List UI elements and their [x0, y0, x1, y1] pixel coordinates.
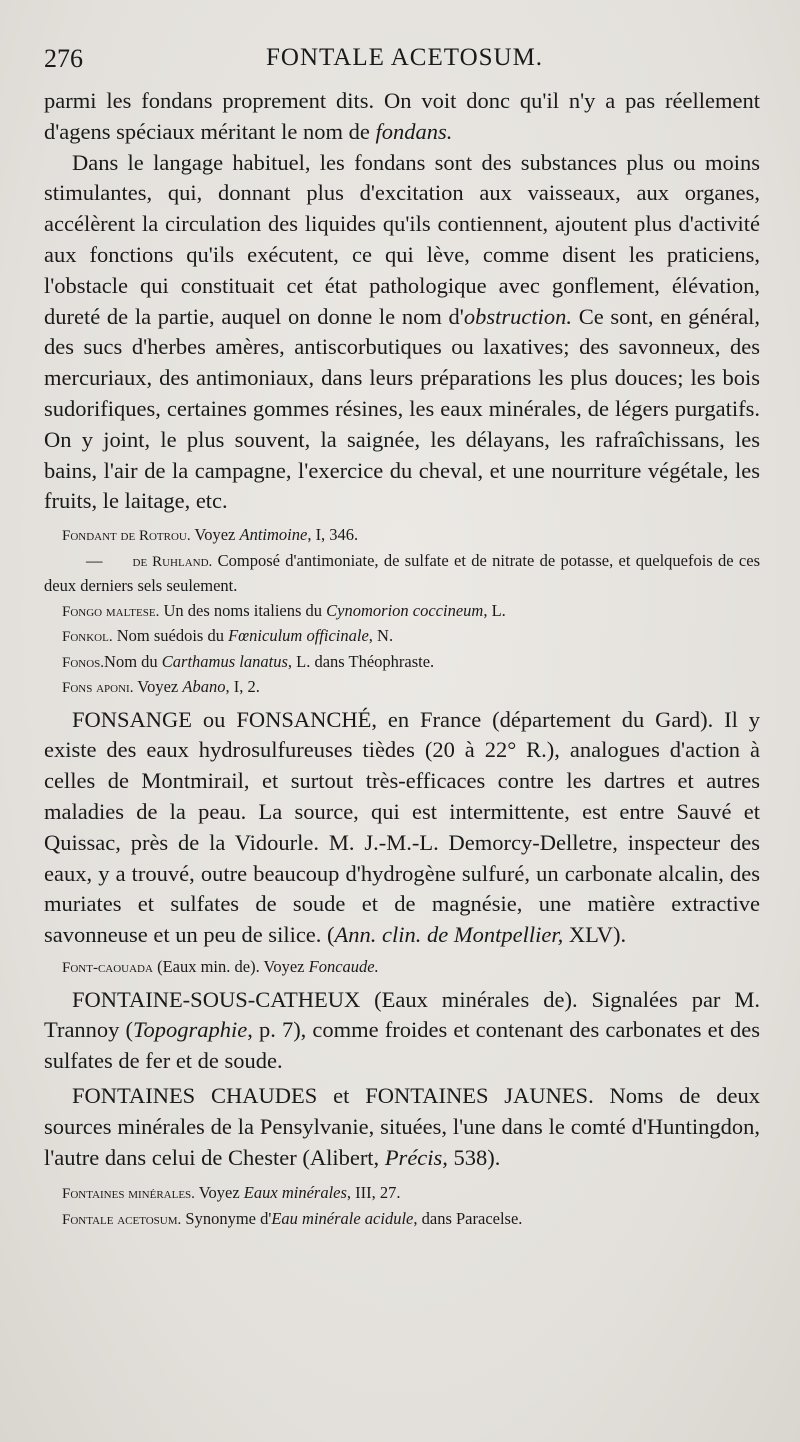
minor-entries-1	[44, 523, 760, 701]
entry-fontaine-sous-catheux: FONTAINE-SOUS-CATHEUX (Eaux minérales de). Signalées par M. Trannoy (Topographie, p. 7), comme froides et contenant des carbonates et des sulfates de fer et de soude.	[44, 986, 760, 1074]
page-header	[44, 44, 760, 86]
entry-fons-aponi: Fons aponi. Voyez Abano, I, 2.	[62, 677, 260, 697]
entry-font-caouada: Font-caouada (Eaux min. de). Voyez Foncaude.	[62, 957, 379, 977]
entry-fondant-de-rotrou: Fondant de Rotrou. Voyez Antimoine, I, 346.	[62, 525, 359, 545]
entry-fonsange: FONSANGE ou FONSANCHÉ, en France (département du Gard). Il y existe des eaux hydrosulfureuses tièdes (20 à 22° R.), analogues d'action à celles de Montmirail, et surtout très-efficaces contre les dartres et autres maladies de la peau. La source, qui est intermittente, est entre Sauvé et Quissac, près de la Vidourle. M. J.-M.-L. Demorcy-Delletre, inspecteur des eaux, y a trouvé, outre beaucoup d'hydrogène sulfuré, un carbonate alcalin, des muriates et sulfates de soude et de magnésie, une matière extractive savonneuse et un peu de silice. (Ann. clin. de Montpellier, XLV).	[44, 706, 760, 948]
paragraph-fondans-usage: Dans le langage habituel, les fondans sont des substances plus ou moins stimulantes, qui, donnant plus d'excitation aux vaisseaux, aux organes, accélèrent la circulation des liquides qu'ils contiennent, ajoutent plus d'activité aux fonctions qu'ils exécutent, ce qui lève, comme disent les praticiens, l'obstacle qui constituait cet état pathologique avec gonflement, élévation, dureté de la partie, auquel on donne le nom d'obstruction. Ce sont, en général, des sucs d'herbes amères, antiscorbutiques ou laxatives; des savonneux, des mercuriaux, des antimoniaux, dans leurs préparations les plus douces; les bois sudorifiques, certaines gommes résines, les eaux minérales, de légers purgatifs. On y joint, le plus souvent, la saignée, les délayans, les rafraîchissans, les bains, l'air de la campagne, l'exercice du cheval, et une nourriture végétale, les fruits, le laitage, etc.	[44, 149, 760, 514]
page-number: 276	[44, 44, 83, 73]
paragraph-fondans-end: parmi les fondans proprement dits. On voit donc qu'il n'y a pas réellement d'agens spéciaux méritant le nom de fondans.	[44, 88, 760, 144]
running-title: FONTALE ACETOSUM.	[266, 44, 544, 71]
entry-fontaines-chaudes: FONTAINES CHAUDES et FONTAINES JAUNES. Noms de deux sources minérales de la Pensylvanie, situées, l'une dans le comté d'Huntingdon, l'autre dans celui de Chester (Alibert, Précis, 538).	[44, 1082, 760, 1170]
minor-entries-2	[44, 1181, 760, 1232]
entry-fonos: Fonos.Nom du Carthamus lanatus, L. dans Théophraste.	[62, 651, 435, 671]
entry-fontale-acetosum: Fontale acetosum. Synonyme d'Eau minérale acidule, dans Paracelse.	[62, 1208, 523, 1228]
entry-fontaines-minerales: Fontaines minérales. Voyez Eaux minérales, III, 27.	[62, 1183, 401, 1203]
entry-fonkol: Fonkol. Nom suédois du Fœniculum officinale, N.	[62, 626, 394, 646]
entry-fongo-maltese: Fongo maltese. Un des noms italiens du Cynomorion coccineum, L.	[62, 600, 506, 620]
entry-de-ruhland: — de Ruhland. Composé d'antimoniate, de sulfate et de nitrate de potasse, et quelquefois de ces deux derniers sels seulement.	[44, 550, 761, 596]
